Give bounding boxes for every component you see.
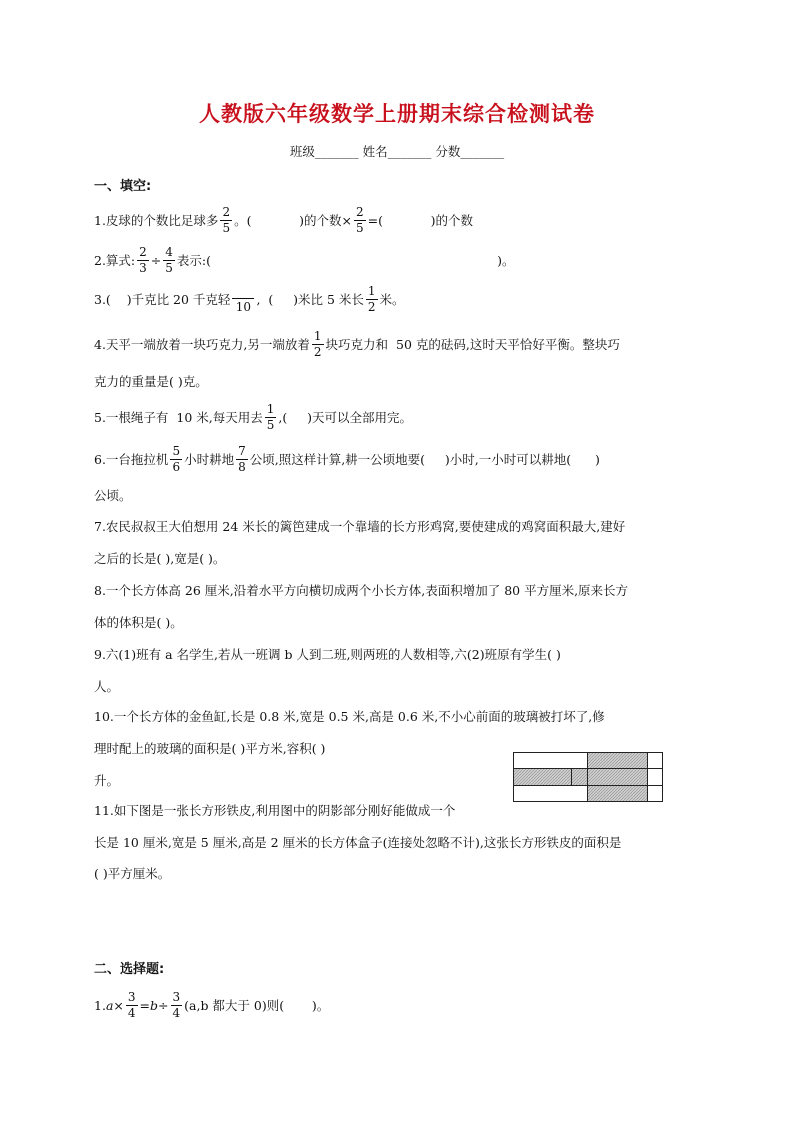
- fraction: $\frac{4}{5}$: [165, 244, 173, 275]
- student-info: [0, 146, 794, 159]
- fraction: $\frac{7}{8}$: [238, 443, 246, 474]
- score-field: 分数_______: [435, 144, 505, 159]
- section-fill-in-heading: 一、填空:: [94, 179, 152, 194]
- question-5: 5.一根绳子有 10 米,每天用去 $\frac{1}{5}$ ,( )天可以全部用完。: [94, 401, 412, 432]
- fraction: $\frac{1}{2}$: [313, 328, 322, 359]
- shaded-top-flap: [588, 753, 648, 769]
- rectangular-sheet-figure: [513, 752, 663, 802]
- class-field: 班级_______: [289, 144, 359, 159]
- shaded-left-end: [572, 769, 588, 786]
- question-10-line-1: 10.一个长方体的金鱼缸,长是 0.8 米,宽是 0.5 米,高是 0.6 米,不小心前面的玻璃被打坏了,修: [94, 709, 605, 724]
- fraction: $\frac{2}{5}$: [356, 204, 364, 235]
- fraction: $\frac{1}{2}$: [367, 283, 376, 314]
- question-6-line-2: 公顷。: [94, 488, 132, 503]
- question-10-line-2: 理时配上的玻璃的面积是( )平方米,容积( ): [94, 741, 326, 756]
- question-4-line-2: 克力的重量是( )克。: [94, 374, 208, 389]
- name-field: 姓名_______: [362, 144, 432, 159]
- shaded-left-side: [514, 769, 572, 786]
- question-9-line-2: 人。: [94, 679, 120, 694]
- fraction: $\frac{1}{5}$: [266, 401, 275, 432]
- shaded-bottom-flap: [588, 786, 648, 802]
- question-11-line-1: 11.如下图是一张长方形铁皮,利用图中的阴影部分刚好能做成一个: [94, 803, 456, 818]
- fraction-blank-numerator: 10: [232, 284, 254, 314]
- question-3: 3.( )千克比 20 千克轻 10 , ( )米比 5 米长 $\frac{1}{2}$ 米。: [94, 283, 405, 315]
- shaded-bottom-face: [588, 769, 648, 786]
- question-8-line-2: 体的体积是( )。: [94, 615, 183, 630]
- question-6: 6.一台拖拉机 $\frac{5}{6}$ 小时耕地 $\frac{7}{8}$ 公顷,照这样计算,耕一公顷地要( )小时,一小时可以耕地( ): [94, 443, 600, 474]
- question-1: 1.皮球的个数比足球多 $\frac{2}{5}$ 。( )的个数× $\frac{2}{5}$ =( )的个数: [94, 204, 474, 235]
- question-10-line-3: 升。: [94, 773, 120, 788]
- question-8-line-1: 8.一个长方体高 26 厘米,沿着水平方向横切成两个小长方体,表面积增加了 80 平方厘米,原来长方: [94, 583, 629, 598]
- fraction: $\frac{5}{6}$: [172, 443, 181, 474]
- page-title: 人教版六年级数学上册期末综合检测试卷: [199, 102, 595, 126]
- question-11-line-2: 长是 10 厘米,宽是 5 厘米,高是 2 厘米的长方体盒子(连接处忽略不计),这张长方形铁皮的面积是: [94, 835, 622, 850]
- section-choice-heading: 二、选择题:: [94, 962, 165, 977]
- choice-question-1: 1. a × $\frac{3}{4}$ = b ÷ $\frac{3}{4}$ (a,b 都大于 0)则( )。: [94, 989, 330, 1020]
- fraction: $\frac{3}{4}$: [172, 989, 181, 1020]
- question-2: 2.算式: $\frac{2}{3}$ ÷ $\frac{4}{5}$ 表示:( )。: [94, 244, 515, 275]
- fraction: $\frac{2}{5}$: [222, 204, 231, 235]
- fraction: $\frac{3}{4}$: [127, 989, 136, 1020]
- question-9-line-1: 9.六(1)班有 a 名学生,若从一班调 b 人到二班,则两班的人数相等,六(2)班原有学生( ): [94, 647, 561, 662]
- question-7-line-1: 7.农民叔叔王大伯想用 24 米长的篱笆建成一个靠墙的长方形鸡窝,要使建成的鸡窝面积最大,建好: [94, 519, 626, 534]
- fraction: $\frac{2}{3}$: [139, 244, 147, 275]
- question-4: 4.天平一端放着一块巧克力,另一端放着 $\frac{1}{2}$ 块巧克力和 50 克的砝码,这时天平恰好平衡。整块巧: [94, 328, 620, 359]
- question-11-line-3: ( )平方厘米。: [94, 866, 171, 881]
- question-7-line-2: 之后的长是( ),宽是( )。: [94, 551, 226, 566]
